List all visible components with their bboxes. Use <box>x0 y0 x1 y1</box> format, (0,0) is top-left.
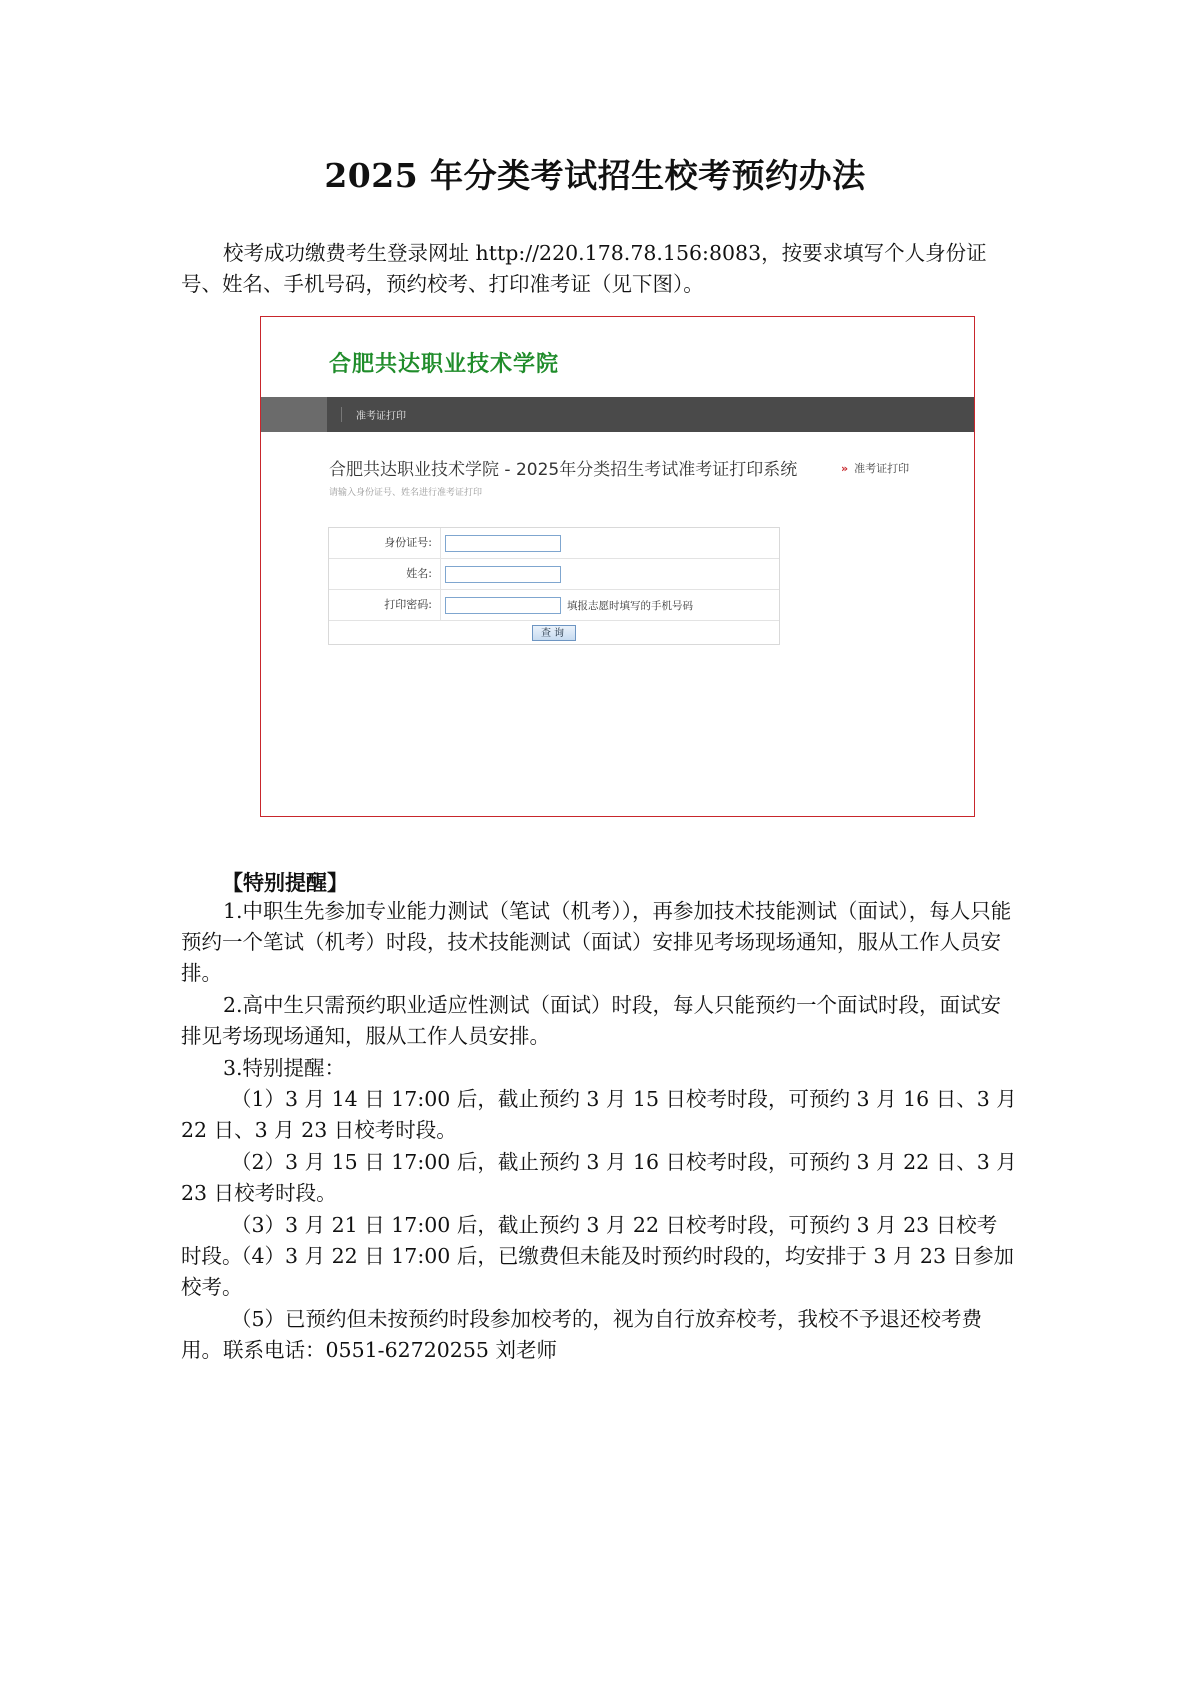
form-hint: 请输入身份证号、姓名进行准考证打印 <box>329 488 483 498</box>
breadcrumb[interactable] <box>841 460 909 476</box>
reminder-sub-4: （4）3 月 22 日 17:00 后，已缴费但未能及时预约时段的，均安排于 3 月 23 日参加校考。 <box>181 1244 1015 1299</box>
form-row-id <box>329 528 779 559</box>
intro-paragraph: 校考成功缴费考生登录网址 http://220.178.78.156:8083，按要求填写个人身份证号、姓名、手机号码，预约校考、打印准考证（见下图）。 <box>181 241 987 296</box>
form-row-button <box>329 621 779 644</box>
breadcrumb-label: 准考证打印 <box>854 462 910 475</box>
id-number-input[interactable] <box>445 535 561 552</box>
reminder-sub-5: （5）已预约但未按预约时段参加校考的，视为自行放弃校考，我校不予退还校考费用。 <box>181 1307 983 1362</box>
password-input[interactable] <box>445 597 561 614</box>
document-title: 2025 年分类考试招生校考预约办法 <box>324 156 866 195</box>
reminder-sub-3: （3）3 月 21 日 17:00 后，截止预约 3 月 22 日校考时段，可预约 3 月 23 日校考时段。 <box>181 1213 998 1268</box>
nav-bar <box>261 397 974 432</box>
reminder-item-1: 1.中职生先参加专业能力测试（笔试（机考）），再参加技术技能测试（面试），每人只能预约一个笔试（机考）时段，技术技能测试（面试）安排见考场现场通知，服从工作人员安排。 <box>181 899 1012 985</box>
nav-left-block <box>261 397 327 432</box>
reminder-item-2: 2.高中生只需预约职业适应性测试（面试）时段，每人只能预约一个面试时段，面试安排见考场现场通知，服从工作人员安排。 <box>181 993 1002 1048</box>
reminder-sub-1: （1）3 月 14 日 17:00 后，截止预约 3 月 15 日校考时段，可预约 3 月 16 日、3 月 22 日、3 月 23 日校考时段。 <box>181 1087 1017 1142</box>
form-row-password <box>329 590 779 621</box>
system-title: 合肥共达职业技术学院 - 2025年分类招生考试准考证打印系统 <box>329 460 798 480</box>
contact-line: 联系电话：0551-62720255 刘老师 <box>223 1338 557 1362</box>
query-button[interactable]: 查询 <box>532 625 576 641</box>
nav-divider <box>341 407 342 422</box>
embedded-screenshot <box>260 316 975 817</box>
password-note: 填报志愿时填写的手机号码 <box>567 599 693 612</box>
name-input[interactable] <box>445 566 561 583</box>
nav-item-admission-print[interactable]: 准考证打印 <box>356 411 406 422</box>
double-chevron-right-icon: » <box>841 462 849 475</box>
form-row-name <box>329 559 779 590</box>
college-logo: 合肥共达职业技术学院 <box>329 352 560 377</box>
name-label: 姓名: <box>329 559 441 589</box>
print-form <box>328 527 780 645</box>
reminder-sub-2: （2）3 月 15 日 17:00 后，截止预约 3 月 16 日校考时段，可预约 3 月 22 日、3 月 23 日校考时段。 <box>181 1150 1017 1205</box>
id-label: 身份证号: <box>329 528 441 558</box>
password-label: 打印密码: <box>329 590 441 620</box>
reminder-item-3: 3.特别提醒： <box>223 1056 346 1080</box>
reminder-heading: 【特别提醒】 <box>222 870 348 895</box>
